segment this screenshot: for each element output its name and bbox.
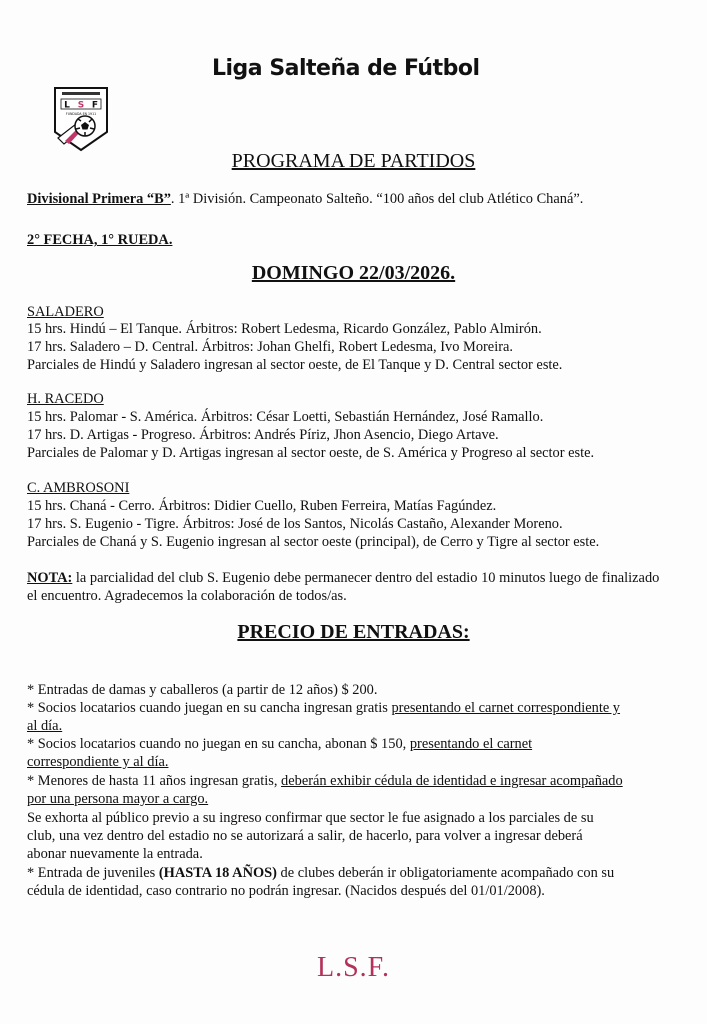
exhort-line: club, una vez dentro del estadio no se autorizará a salir, de hacerlo, para volver a ingresar deberá <box>27 828 583 844</box>
price-text: de clubes deberán ir obligatoriamente acompañado con su <box>276 865 615 881</box>
price-condition: deberán exhibir cédula de identidad e ingresar acompañado <box>281 773 623 789</box>
league-title: Liga Salteña de Fútbol <box>212 56 480 81</box>
price-condition: al día. <box>27 718 63 734</box>
venue-line: 17 hrs. D. Artigas - Progreso. Árbitros: Andrés Píriz, Jhon Asencio, Diego Artave. <box>27 427 499 443</box>
nota-line-2: el encuentro. Agradecemos la colaboración de todos/as. <box>27 588 347 604</box>
price-item: cédula de identidad, caso contrario no podrán ingresar. (Nacidos después del 01/01/2008). <box>27 883 545 899</box>
price-text: * Entrada de juveniles <box>27 865 159 881</box>
signature: L.S.F. <box>316 952 390 983</box>
venue-name: SALADERO <box>27 304 104 320</box>
lsf-logo-icon <box>52 86 110 152</box>
program-title: PROGRAMA DE PARTIDOS <box>231 150 476 172</box>
division-label: Divisional Primera “B” <box>27 191 171 207</box>
nota-label: NOTA: <box>27 570 73 586</box>
price-item <box>27 700 620 717</box>
venue-line: 17 hrs. S. Eugenio - Tigre. Árbitros: José de los Santos, Nicolás Castaño, Alexander Moreno. <box>27 516 563 532</box>
price-condition: presentando el carnet <box>409 736 533 752</box>
nota-line-1 <box>27 570 659 587</box>
prices-heading: PRECIO DE ENTRADAS: <box>237 621 470 643</box>
nota-text: la parcialidad del club S. Eugenio debe permanecer dentro del estadio 10 minutos luego de finalizado <box>72 570 660 586</box>
price-text: * Socios locatarios cuando juegan en su cancha ingresan gratis <box>27 700 392 716</box>
price-text: * Menores de hasta 11 años ingresan gratis, <box>27 773 282 789</box>
exhort-line: Se exhorta al público previo a su ingreso confirmar que sector le fue asignado a los parciales de su <box>27 810 594 826</box>
price-condition: por una persona mayor a cargo. <box>27 791 209 807</box>
price-item <box>27 736 532 753</box>
venue-line: Parciales de Palomar y D. Artigas ingresan al sector oeste, de S. América y Progreso al sector este. <box>27 445 595 461</box>
venue-line: Parciales de Hindú y Saladero ingresan al sector oeste, de El Tanque y D. Central sector este. <box>27 357 563 373</box>
venue-line: Parciales de Chaná y S. Eugenio ingresan al sector oeste (principal), de Cerro y Tigre al sector este. <box>27 534 600 550</box>
price-text: * Socios locatarios cuando no juegan en su cancha, abonan $ 150, <box>27 736 410 752</box>
venue-line: 15 hrs. Chaná - Cerro. Árbitros: Didier Cuello, Ruben Ferreira, Matías Fagúndez. <box>27 498 497 514</box>
venue-line: 17 hrs. Saladero – D. Central. Árbitros: Johan Ghelfi, Robert Ledesma, Ivo Moreira. <box>27 339 513 355</box>
division-line <box>27 191 583 208</box>
venue-name: H. RACEDO <box>27 391 104 407</box>
venue-line: 15 hrs. Palomar - S. América. Árbitros: César Loetti, Sebastián Hernández, José Ramallo. <box>27 409 544 425</box>
price-condition: presentando el carnet correspondiente y <box>391 700 621 716</box>
price-age-limit: (HASTA 18 AÑOS) <box>158 865 277 881</box>
venue-name: C. AMBROSONI <box>27 480 130 496</box>
logo-top-banner <box>62 92 100 95</box>
date-heading: DOMINGO 22/03/2026. <box>251 262 456 284</box>
logo-founded-text: FUNDADA EN 1911 <box>65 112 97 116</box>
price-item <box>27 865 614 882</box>
fecha-label: 2° FECHA, 1° RUEDA. <box>27 232 173 248</box>
exhort-line: abonar nuevamente la entrada. <box>27 846 203 862</box>
venue-line: 15 hrs. Hindú – El Tanque. Árbitros: Robert Ledesma, Ricardo González, Pablo Almirón. <box>27 321 542 337</box>
price-item <box>27 773 623 790</box>
logo-letter-l: L <box>64 100 70 111</box>
price-item: * Entradas de damas y caballeros (a partir de 12 años) $ 200. <box>27 682 378 698</box>
logo-letter-f: F <box>91 100 99 111</box>
price-condition: correspondiente y al día. <box>27 754 169 770</box>
division-text: . 1ª División. Campeonato Salteño. “100 años del club Atlético Chaná”. <box>170 191 584 207</box>
logo-letter-s: S <box>77 100 85 111</box>
